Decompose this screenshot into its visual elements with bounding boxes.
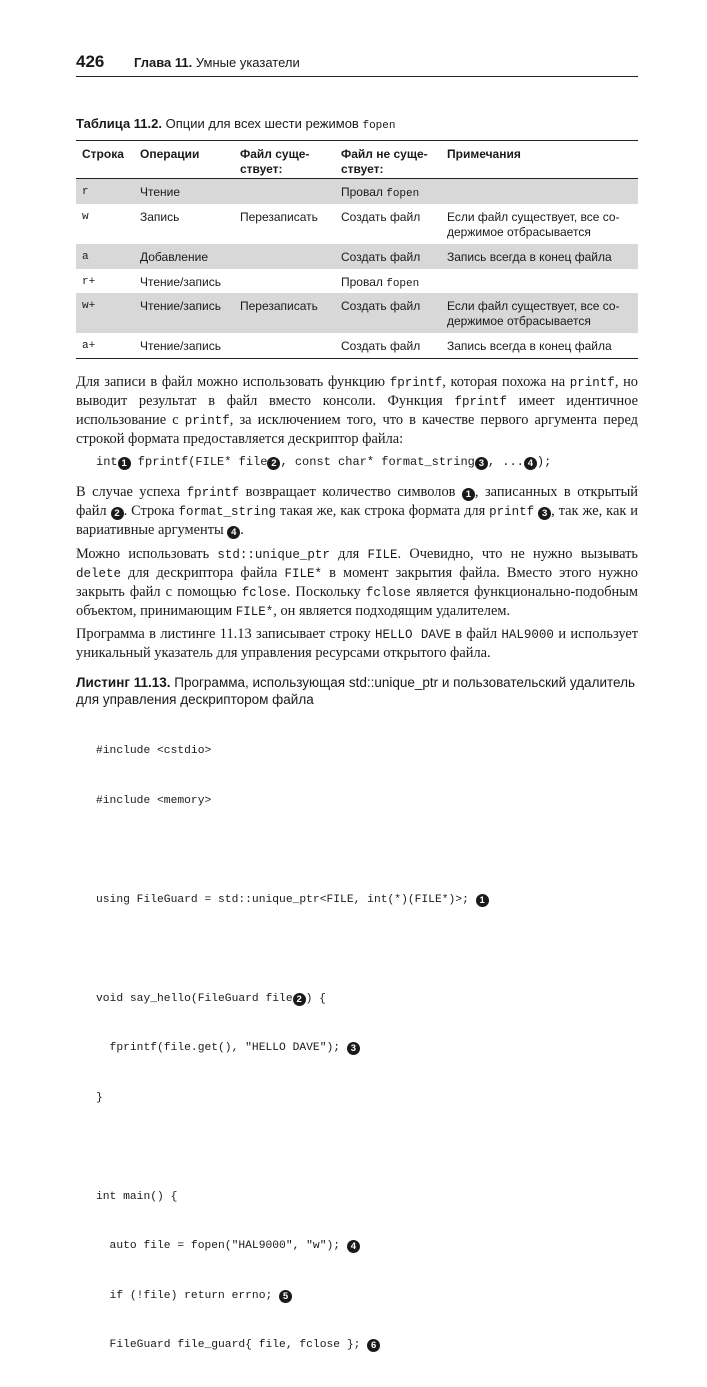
callout-2: 2 [267, 457, 280, 470]
callout-5: 5 [279, 1290, 292, 1303]
code-line: using FileGuard = std::unique_ptr<FILE, int(*)(FILE*)>; 1 [96, 892, 489, 909]
column-header-missing: Файл не суще- ствует: [341, 147, 428, 176]
code-line: #include <cstdio> [96, 745, 212, 757]
callout-1: 1 [476, 894, 489, 907]
column-header-mode: Строка [82, 147, 124, 161]
paragraph-listing-intro: Программа в листинге 11.13 записывает строку HELLO DAVE в файл HAL9000 и использует уникальный указатель для управления ресурсами открытого файла. [76, 626, 639, 661]
code-line: FileGuard file_guard{ file, fclose }; 6 [96, 1337, 489, 1354]
table-caption: Таблица 11.2. Опции для всех шести режимов fopen [76, 116, 396, 132]
callout-2: 2 [293, 993, 306, 1006]
table-row: r+ Чтение/запись Провал fopen [82, 275, 420, 290]
code-line: #include <memory> [96, 794, 212, 807]
code-line: void say_hello(FileGuard file 2 ) { [96, 992, 326, 1005]
table-row: a Добавление Создать файл Запись всегда в конец файла [76, 244, 638, 269]
code-line: } [96, 1091, 103, 1104]
code-line-blank [96, 842, 489, 859]
fprintf-signature: int 1 fprintf(FILE* file 2 , const char* format_string 3 , ... 4 ); [96, 455, 552, 469]
paragraph-fprintf-intro: Для записи в файл можно использовать функцию fprintf, которая похожа на printf, но выводит результат в файл вместо консоли. Функция fprintf имеет идентичное использование с printf, за исключением того, что в качестве первого аргумента перед строкой формата предоставляется дескриптор файла: [76, 374, 638, 447]
fopen-modes-table [76, 140, 638, 359]
table-header-row [76, 141, 638, 179]
paragraph-unique-ptr-file: Можно использовать std::unique_ptr для FILE. Очевидно, что не нужно вызывать delete для дескриптора файла FILE* в момент закрытия файла. Вместо этого нужно закрыть файл с помощью fclose. Поскольку fclose является функционально-подобным объектом, принимающим FILE*, он является подходящим удалителем. [76, 546, 638, 619]
code-line: if (!file) return errno; 5 [96, 1288, 489, 1305]
table-row: w Запись Перезаписать Создать файл Если файл существует, все со- держимое отбрасывается [82, 210, 620, 239]
chapter-title: Глава 11. Умные указатели [134, 55, 300, 70]
callout-3: 3 [347, 1042, 360, 1055]
listing-caption: Листинг 11.13. Программа, использующая std::unique_ptr и пользовательский удалитель для управления дескриптором файла [76, 675, 635, 707]
code-line: int main() { [96, 1190, 178, 1203]
callout-4: 4 [524, 457, 537, 470]
callout-4: 4 [347, 1240, 360, 1253]
code-line: fprintf(file.get(), "HELLO DAVE"); 3 [96, 1040, 489, 1057]
callout-6: 6 [367, 1339, 380, 1352]
column-header-ops: Операции [140, 147, 200, 161]
paragraph-fprintf-return: В случае успеха fprintf возвращает количество символов 1 , записанных в открытый файл 2 . Строка format_string такая же, как строка формата для printf 3 , так же, как и вариативные аргументы 4 . [76, 484, 639, 538]
column-header-exists: Файл суще- ствует: [240, 147, 310, 176]
callout-3: 3 [475, 457, 488, 470]
column-header-notes: Примечания [447, 147, 521, 161]
code-listing [96, 710, 489, 1387]
table-row: a+ Чтение/запись Создать файл Запись всегда в конец файла [76, 333, 638, 359]
code-line-blank [96, 1139, 489, 1156]
running-head [76, 52, 638, 76]
code-line: auto file = fopen("HAL9000", "w"); 4 [96, 1238, 489, 1255]
table-row: r Чтение Провал fopen [76, 179, 638, 204]
code-line-blank [96, 941, 489, 958]
callout-1: 1 [118, 457, 131, 470]
header-rule [76, 76, 638, 77]
table-row: w+ Чтение/запись Перезаписать Создать файл Если файл существует, все со- держимое отбрасывается [76, 293, 638, 333]
page-number: 426 [76, 52, 105, 71]
